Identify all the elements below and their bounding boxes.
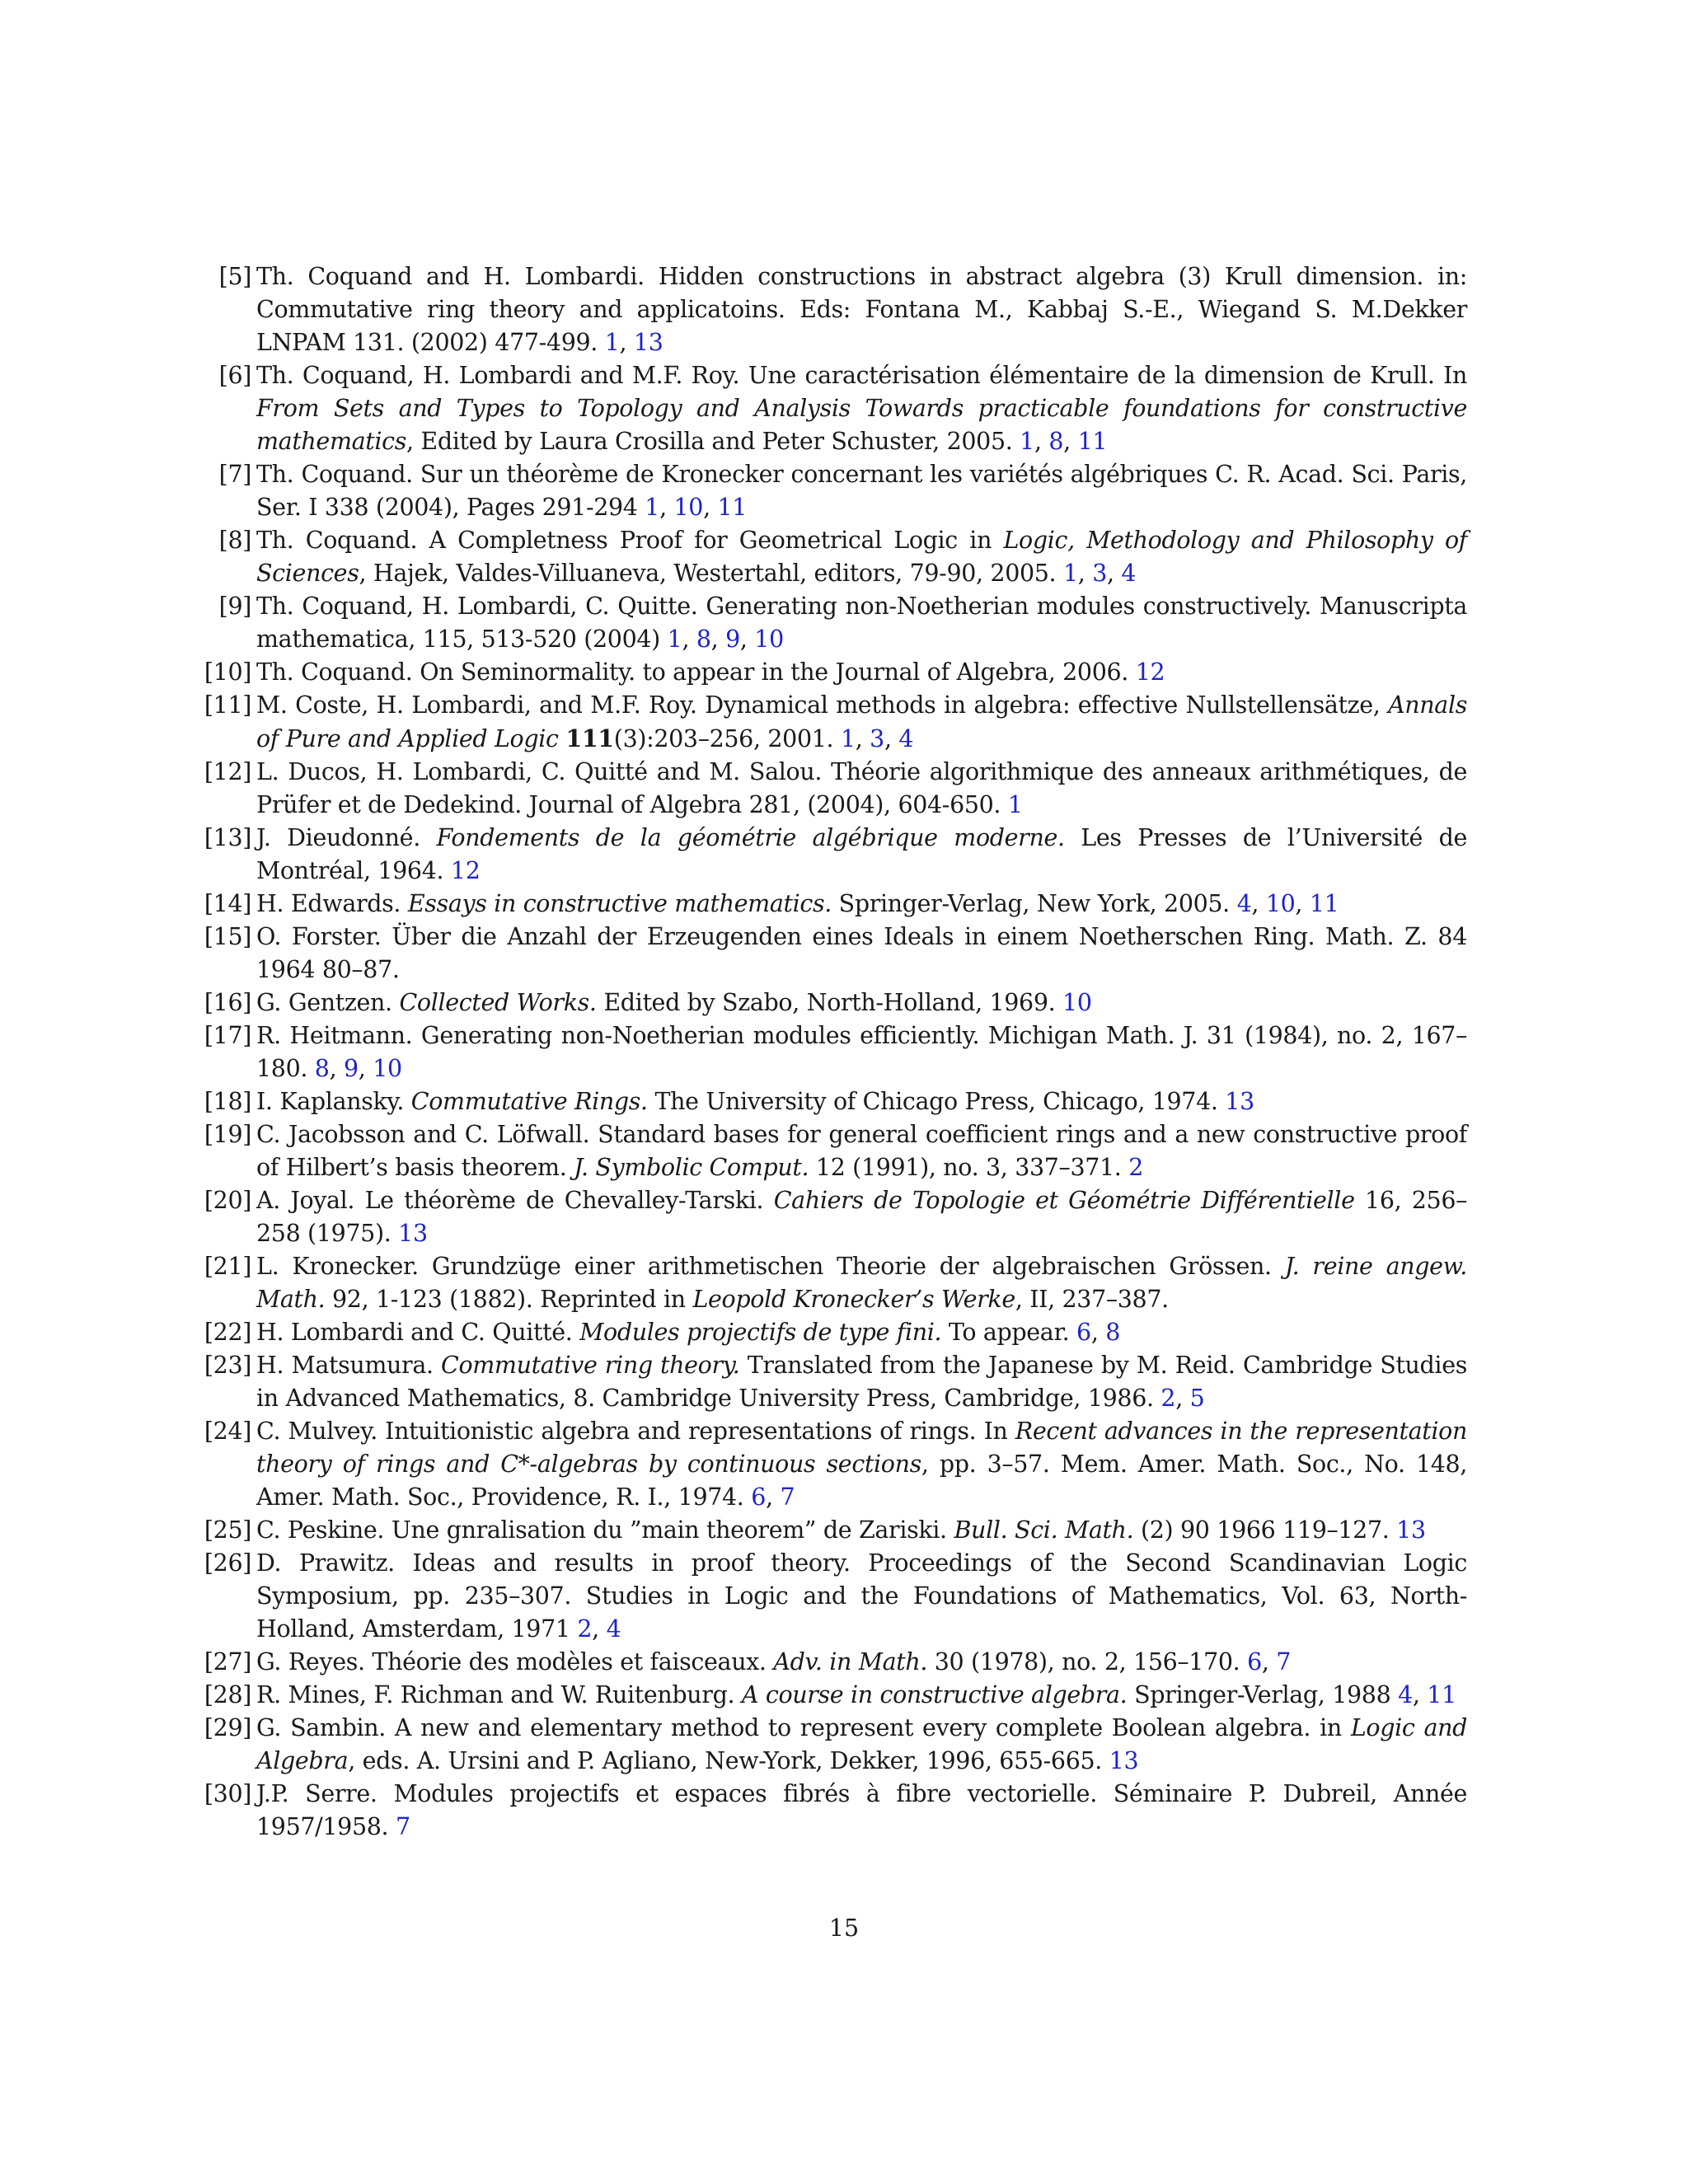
bibliography-list bbox=[204, 260, 1468, 1844]
reference-number: [12] bbox=[204, 758, 251, 785]
reference-text: Edited by Szabo, North-Holland, 1969. bbox=[596, 989, 1063, 1016]
reference-number: [6] bbox=[218, 362, 251, 389]
reference-entry bbox=[204, 1778, 1467, 1844]
reference-text: 30 (1978), no. 2, 156–170. bbox=[927, 1648, 1248, 1675]
reference-entry bbox=[204, 1019, 1467, 1085]
citation-page-link[interactable]: 1 bbox=[645, 494, 660, 521]
reference-italic-text: Cahiers de Topologie et Géométrie Différentielle bbox=[773, 1187, 1355, 1214]
reference-italic-text: Annals of Pure and Applied Logic bbox=[256, 691, 1467, 752]
citation-page-link[interactable]: 11 bbox=[1309, 890, 1339, 917]
reference-entry bbox=[204, 987, 1467, 1019]
citation-page-link[interactable]: 8 bbox=[314, 1055, 330, 1082]
reference-entry bbox=[204, 1547, 1467, 1646]
reference-text: , bbox=[1090, 1319, 1106, 1346]
citation-page-link[interactable]: 10 bbox=[1265, 890, 1296, 917]
reference-entry bbox=[204, 888, 1467, 921]
reference-entry bbox=[204, 1514, 1467, 1547]
reference-number: [26] bbox=[204, 1549, 251, 1577]
reference-text: Th. Coquand. On Seminormality. to appear in the Journal of Algebra, 2006. bbox=[256, 658, 1136, 686]
citation-page-link[interactable]: 9 bbox=[344, 1055, 359, 1082]
reference-text: G. Reyes. Théorie des modèles et faisceaux. bbox=[256, 1648, 774, 1675]
citation-page-link[interactable]: 6 bbox=[1076, 1319, 1091, 1346]
reference-text: C. Peskine. Une gnralisation du ”main theorem” de Zariski. bbox=[256, 1516, 954, 1544]
citation-page-link[interactable]: 10 bbox=[754, 626, 784, 653]
reference-italic-text: Modules projectifs de type fini. bbox=[579, 1319, 942, 1346]
reference-number: [23] bbox=[204, 1352, 251, 1379]
reference-entry bbox=[204, 1646, 1467, 1679]
reference-entry bbox=[204, 822, 1467, 888]
reference-text: J.P. Serre. Modules projectifs et espaces fibrés à fibre vectorielle. Séminaire P. Dubreil, Année 1957/1958. bbox=[256, 1780, 1467, 1840]
reference-text: Springer-Verlag, 1988 bbox=[1127, 1681, 1399, 1708]
reference-text: C. Mulvey. Intuitionistic algebra and representations of rings. In bbox=[256, 1418, 1015, 1445]
reference-text: 92, 1-123 (1882). Reprinted in bbox=[325, 1286, 693, 1313]
citation-page-link[interactable]: 13 bbox=[633, 329, 663, 356]
reference-text: Th. Coquand. Sur un théorème de Kronecker concernant les variétés algébriques C. R. Acad. Sci. Paris, Ser. I 338 (2004), Pages 291-294 bbox=[256, 461, 1467, 521]
reference-number: [20] bbox=[204, 1187, 251, 1214]
reference-italic-text: Leopold Kronecker’s Werke bbox=[692, 1286, 1015, 1313]
reference-text: H. Matsumura. bbox=[256, 1352, 441, 1379]
reference-text: , Edited by Laura Crosilla and Peter Schuster, 2005. bbox=[406, 428, 1020, 455]
reference-number: [14] bbox=[204, 890, 251, 917]
citation-page-link[interactable]: 10 bbox=[1062, 989, 1092, 1016]
reference-italic-text: A course in constructive algebra. bbox=[741, 1681, 1128, 1708]
reference-italic-text: Logic, Methodology and Philosophy of Sciences bbox=[256, 527, 1467, 587]
reference-entry bbox=[204, 1250, 1467, 1316]
reference-text: , bbox=[710, 626, 726, 653]
reference-text: (3):203–256, 2001. bbox=[613, 725, 841, 752]
reference-entry bbox=[210, 590, 1467, 656]
reference-number: [5] bbox=[218, 263, 251, 290]
reference-entry bbox=[204, 756, 1467, 822]
citation-page-link[interactable]: 4 bbox=[606, 1615, 621, 1643]
citation-page-link[interactable]: 8 bbox=[1105, 1319, 1121, 1346]
reference-number: [21] bbox=[204, 1253, 251, 1280]
reference-text: R. Mines, F. Richman and W. Ruitenburg. bbox=[256, 1681, 742, 1708]
reference-number: [9] bbox=[218, 593, 251, 620]
citation-page-link[interactable]: 1 bbox=[840, 725, 856, 752]
citation-page-link[interactable]: 13 bbox=[1225, 1088, 1254, 1115]
citation-page-link[interactable]: 13 bbox=[1396, 1516, 1426, 1544]
citation-page-link[interactable]: 2 bbox=[1160, 1385, 1176, 1412]
reference-text: O. Forster. Über die Anzahl der Erzeugenden eines Ideals in einem Noetherschen Ring. Math. Z. 84 1964 80–87. bbox=[256, 923, 1467, 983]
citation-page-link[interactable]: 10 bbox=[373, 1055, 402, 1082]
reference-text: , bbox=[703, 494, 718, 521]
citation-page-link[interactable]: 4 bbox=[898, 725, 914, 752]
reference-text: , bbox=[884, 725, 899, 752]
reference-entry bbox=[204, 1184, 1467, 1250]
reference-text: , eds. A. Ursini and P. Agliano, New-York, Dekker, 1996, 655-665. bbox=[348, 1747, 1109, 1774]
reference-italic-text: From Sets and Types to Topology and Analysis Towards practicable foundations for constructive mathematics bbox=[256, 395, 1467, 455]
reference-italic-text: J. reine angew. Math. bbox=[256, 1253, 1467, 1313]
reference-entry bbox=[204, 1679, 1467, 1712]
citation-page-link[interactable]: 3 bbox=[870, 725, 884, 752]
reference-number: [17] bbox=[204, 1022, 251, 1049]
reference-entry bbox=[204, 1349, 1467, 1415]
citation-page-link[interactable]: 13 bbox=[398, 1220, 428, 1247]
reference-text: C. Jacobsson and C. Löfwall. Standard bases for general coefficient rings and a new constructive proof of Hilbert’s basis theorem. bbox=[256, 1121, 1467, 1181]
citation-page-link[interactable]: 11 bbox=[1427, 1681, 1456, 1708]
citation-page-link[interactable]: 4 bbox=[1121, 560, 1137, 587]
citation-page-link[interactable]: 7 bbox=[780, 1483, 795, 1511]
reference-entry bbox=[204, 1118, 1467, 1184]
page-number: 15 bbox=[828, 1915, 860, 1942]
citation-page-link[interactable]: 8 bbox=[1048, 428, 1064, 455]
citation-page-link[interactable]: 9 bbox=[725, 626, 740, 653]
reference-text: , bbox=[1175, 1385, 1190, 1412]
citation-page-link[interactable]: 1 bbox=[1007, 791, 1023, 818]
reference-entry bbox=[210, 359, 1467, 458]
reference-number: [8] bbox=[218, 527, 251, 554]
reference-text: , Hajek, Valdes-Villuaneva, Westertahl, editors, 79-90, 2005. bbox=[359, 560, 1063, 587]
reference-text: , bbox=[682, 626, 696, 653]
reference-text: , bbox=[1251, 890, 1266, 917]
reference-text: , bbox=[619, 329, 634, 356]
reference-italic-text: J. Symbolic Comput. bbox=[574, 1154, 809, 1181]
reference-text: , bbox=[1063, 428, 1078, 455]
reference-italic-text: Adv. in Math. bbox=[773, 1648, 928, 1675]
reference-italic-text: Recent advances in the representation theory of rings and C*-algebras by continuous sections bbox=[256, 1418, 1467, 1478]
reference-bold-text: 111 bbox=[565, 724, 614, 752]
reference-entry bbox=[210, 524, 1467, 590]
reference-text: M. Coste, H. Lombardi, and M.F. Roy. Dynamical methods in algebra: effective Nullstellensätze, bbox=[256, 691, 1389, 719]
citation-page-link[interactable]: 6 bbox=[1247, 1648, 1262, 1675]
reference-text: 12 (1991), no. 3, 337–371. bbox=[809, 1154, 1129, 1181]
citation-page-link[interactable]: 6 bbox=[751, 1483, 767, 1511]
citation-page-link[interactable]: 2 bbox=[577, 1615, 593, 1643]
citation-page-link[interactable]: 12 bbox=[1135, 658, 1165, 686]
citation-page-link[interactable]: 4 bbox=[1236, 890, 1252, 917]
reference-number: [28] bbox=[204, 1681, 251, 1708]
reference-number: [24] bbox=[204, 1418, 251, 1445]
reference-text: G. Gentzen. bbox=[256, 989, 400, 1016]
reference-text: , bbox=[592, 1615, 607, 1643]
citation-page-link[interactable]: 11 bbox=[1077, 428, 1108, 455]
reference-text: , bbox=[1034, 428, 1049, 455]
reference-text: , bbox=[358, 1055, 373, 1082]
citation-page-link[interactable]: 5 bbox=[1189, 1385, 1205, 1412]
reference-number: [27] bbox=[204, 1648, 251, 1675]
citation-page-link[interactable]: 2 bbox=[1128, 1154, 1144, 1181]
reference-italic-text: Logic and Algebra bbox=[256, 1714, 1468, 1774]
reference-text: R. Heitmann. Generating non-Noetherian modules efficiently. Michigan Math. J. 31 (1984), no. 2, 167–180. bbox=[256, 1022, 1467, 1082]
reference-italic-text: Commutative ring theory. bbox=[440, 1352, 740, 1379]
citation-page-link[interactable]: 13 bbox=[1109, 1747, 1139, 1774]
reference-text: , bbox=[1077, 560, 1093, 587]
reference-text: (2) 90 1966 119–127. bbox=[1133, 1516, 1397, 1544]
reference-italic-text: Essays in constructive mathematics. bbox=[407, 890, 832, 917]
reference-number: [7] bbox=[218, 461, 251, 488]
reference-number: [19] bbox=[204, 1121, 251, 1148]
citation-page-link[interactable]: 1 bbox=[604, 329, 620, 356]
reference-text: , pp. 3–57. Mem. Amer. Math. Soc., No. 148, Amer. Math. Soc., Providence, R. I., 1974. bbox=[256, 1451, 1468, 1511]
reference-number: [30] bbox=[204, 1780, 251, 1807]
reference-text: The University of Chicago Press, Chicago, 1974. bbox=[647, 1088, 1226, 1115]
reference-text: D. Prawitz. Ideas and results in proof theory. Proceedings of the Second Scandinavian Logic Symposium, pp. 235–307. Studies in Logic and the Foundations of Mathematics, Vol. 63, North-Holland, Amsterdam, 1971 bbox=[256, 1549, 1467, 1643]
reference-text: , bbox=[1261, 1648, 1277, 1675]
reference-entry bbox=[210, 260, 1467, 359]
reference-number: [29] bbox=[204, 1714, 251, 1741]
citation-page-link[interactable]: 10 bbox=[673, 494, 704, 521]
reference-text: , bbox=[1295, 890, 1310, 917]
reference-text: , bbox=[659, 494, 674, 521]
reference-text: J. Dieudonné. bbox=[256, 824, 437, 851]
reference-text: , bbox=[766, 1483, 781, 1511]
reference-text: L. Ducos, H. Lombardi, C. Quitté and M. Salou. Théorie algorithmique des anneaux arithmétiques, de Prüfer et de Dedekind. Journal of Algebra 281, (2004), 604-650. bbox=[256, 758, 1467, 818]
reference-number: [22] bbox=[204, 1319, 251, 1346]
reference-entry bbox=[204, 1415, 1468, 1514]
reference-entry bbox=[210, 458, 1467, 524]
reference-text: G. Sambin. A new and elementary method to represent every complete Boolean algebra. in bbox=[256, 1714, 1351, 1741]
reference-number: [13] bbox=[204, 824, 251, 851]
reference-text: , II, 237–387. bbox=[1015, 1286, 1169, 1313]
reference-text: I. Kaplansky. bbox=[256, 1088, 411, 1115]
reference-entry bbox=[204, 1085, 1467, 1118]
reference-text: Les Presses de l’Université de Montréal, 1964. bbox=[256, 824, 1467, 884]
reference-number: [18] bbox=[204, 1088, 251, 1115]
citation-page-link[interactable]: 11 bbox=[717, 494, 748, 521]
reference-text: Th. Coquand, H. Lombardi, C. Quitte. Generating non-Noetherian modules constructively. Manuscripta mathematica, 115, 513-520 (2004) bbox=[256, 593, 1467, 653]
reference-entry bbox=[204, 1712, 1468, 1778]
reference-number: [10] bbox=[204, 658, 251, 686]
reference-number: [15] bbox=[204, 923, 251, 950]
citation-page-link[interactable]: 1 bbox=[667, 626, 682, 653]
citation-page-link[interactable]: 12 bbox=[450, 857, 481, 884]
reference-text: , bbox=[329, 1055, 344, 1082]
reference-text: , bbox=[1107, 560, 1122, 587]
reference-italic-text: Bull. Sci. Math. bbox=[954, 1516, 1134, 1544]
citation-page-link[interactable]: 1 bbox=[1020, 428, 1034, 455]
citation-page-link[interactable]: 7 bbox=[395, 1813, 410, 1840]
reference-text: L. Kronecker. Grundzüge einer arithmetischen Theorie der algebraischen Grössen. bbox=[256, 1253, 1285, 1280]
citation-page-link[interactable]: 7 bbox=[1276, 1648, 1292, 1675]
reference-italic-text: Collected Works. bbox=[399, 989, 597, 1016]
reference-text: 16, 256–258 (1975). bbox=[256, 1187, 1467, 1247]
reference-italic-text: Fondements de la géométrie algébrique moderne. bbox=[436, 824, 1065, 851]
citation-page-link[interactable]: 1 bbox=[1062, 560, 1078, 587]
reference-text: Th. Coquand. A Completness Proof for Geometrical Logic in bbox=[256, 527, 1004, 554]
reference-entry bbox=[204, 689, 1467, 756]
reference-text: H. Edwards. bbox=[256, 890, 408, 917]
reference-text: A. Joyal. Le théorème de Chevalley-Tarski. bbox=[256, 1187, 774, 1214]
reference-text: Translated from the Japanese by M. Reid. Cambridge Studies in Advanced Mathematics, 8. Cambridge University Press, Cambridge, 1986. bbox=[256, 1352, 1467, 1412]
reference-entry bbox=[204, 1316, 1467, 1349]
reference-text: H. Lombardi and C. Quitté. bbox=[256, 1319, 580, 1346]
citation-page-link[interactable]: 8 bbox=[696, 626, 711, 653]
reference-entry bbox=[204, 656, 1467, 689]
reference-number: [11] bbox=[204, 691, 251, 719]
reference-text: Springer-Verlag, New York, 2005. bbox=[831, 890, 1237, 917]
reference-text: Th. Coquand, H. Lombardi and M.F. Roy. Une caractérisation élémentaire de la dimension de Krull. In bbox=[256, 362, 1467, 389]
reference-text: To appear. bbox=[941, 1319, 1077, 1346]
reference-text: , bbox=[855, 725, 870, 752]
citation-page-link[interactable]: 3 bbox=[1092, 560, 1107, 587]
reference-number: [25] bbox=[204, 1516, 251, 1544]
reference-italic-text: Commutative Rings. bbox=[410, 1088, 648, 1115]
reference-text: , bbox=[739, 626, 755, 653]
reference-text: Th. Coquand and H. Lombardi. Hidden constructions in abstract algebra (3) Krull dimension. in: Commutative ring theory and applicatoins. Eds: Fontana M., Kabbaj S.-E., Wiegand S. M.Dekker LNPAM 131. (2002) 477-499. bbox=[256, 263, 1467, 356]
reference-number: [16] bbox=[204, 989, 251, 1016]
reference-entry bbox=[204, 921, 1467, 987]
citation-page-link[interactable]: 4 bbox=[1398, 1681, 1413, 1708]
reference-text: , bbox=[1412, 1681, 1428, 1708]
